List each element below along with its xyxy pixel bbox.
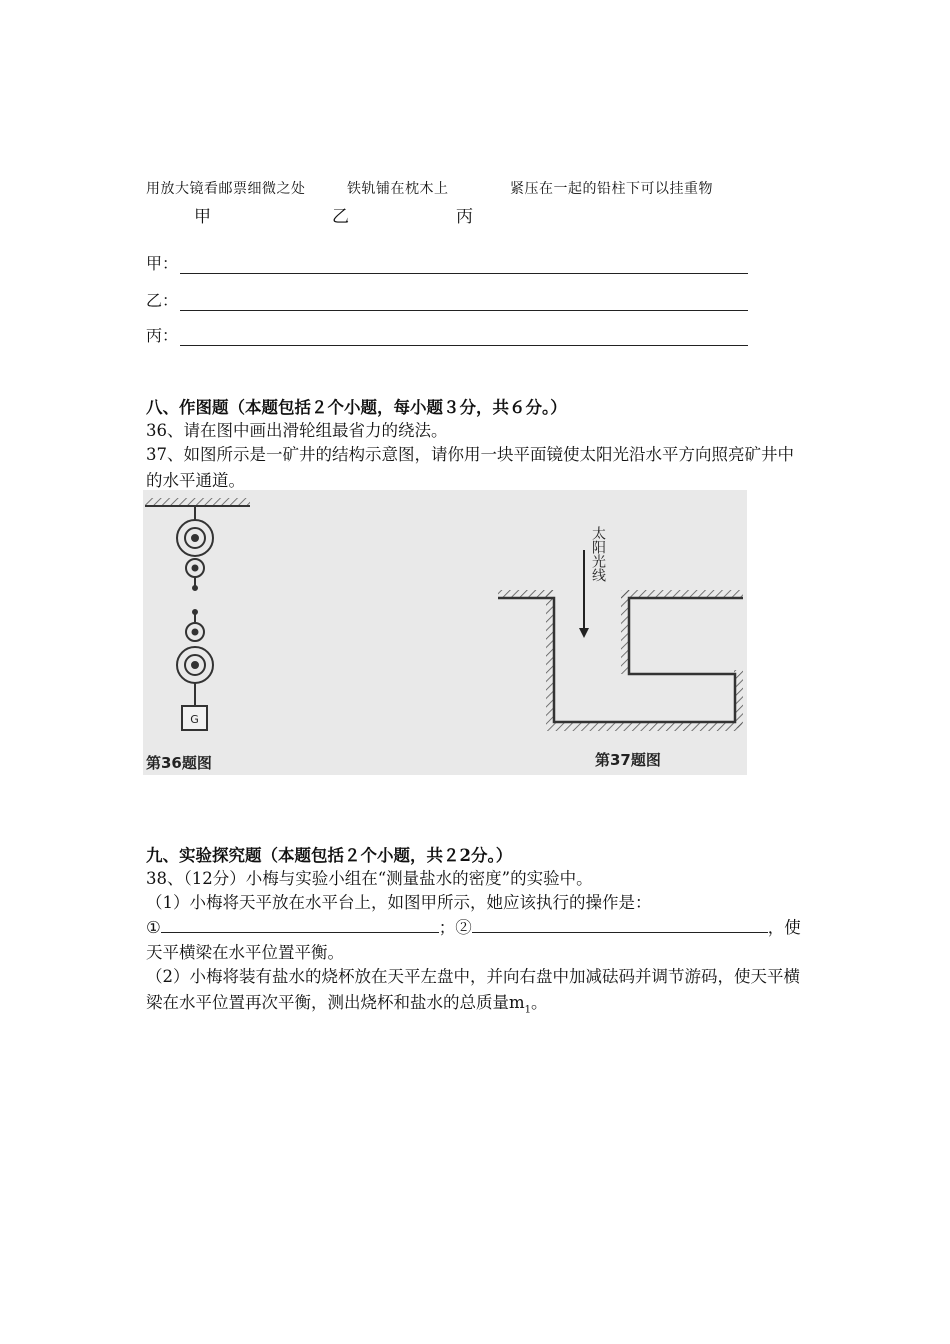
figure-svg	[143, 490, 747, 775]
caption-yi: 铁轨铺在枕木上	[347, 181, 449, 197]
sun-ray-label	[590, 525, 606, 583]
part2-text: （2）小梅将装有盐水的烧杯放在天平左盘中，并向右盘中加减砝码并调节游码，使天平横梁在水平位置再次平衡，测出烧杯和盐水的总质量m	[146, 967, 800, 1012]
answer-row-yi	[146, 289, 748, 311]
answer-row-bing	[146, 324, 748, 346]
caption-jia: 用放大镜看邮票细微之处	[146, 181, 306, 197]
question-38: 38、（12分）小梅与实验小组在“测量盐水的密度”的实验中。	[146, 869, 593, 888]
weight-block	[182, 706, 207, 730]
answer-label: 乙：	[146, 291, 179, 310]
mine-shaft	[498, 590, 743, 731]
answer-label: 丙：	[146, 326, 179, 345]
weight-label: G	[190, 713, 199, 726]
answer-line[interactable]	[180, 296, 748, 311]
answer-label: 甲：	[146, 254, 179, 273]
figure-pulley-and-mine	[143, 490, 747, 775]
caption-bing: 紧压在一起的铅柱下可以挂重物	[510, 181, 713, 197]
blank-2[interactable]	[472, 914, 768, 933]
circle-one: ①	[146, 918, 161, 937]
answer-row-jia	[146, 252, 748, 274]
sun-label: 太阳光线	[590, 526, 606, 582]
tail-text: ，使	[767, 918, 801, 937]
answer-line[interactable]	[180, 259, 748, 274]
question-38-part1: （1）小梅将天平放在水平台上，如图甲所示，她应该执行的操作是：	[146, 893, 652, 912]
question-38-part1b: 天平横梁在水平位置平衡。	[146, 943, 344, 962]
question-37: 37、如图所示是一矿井的结构示意图，请你用一块平面镜使太阳光沿水平方向照亮矿井中的水平通道。	[146, 445, 794, 490]
question-36: 36、请在图中画出滑轮组最省力的绕法。	[146, 421, 448, 440]
sun-ray-arrow	[579, 550, 589, 638]
label-bing: 丙	[456, 207, 473, 227]
figure-37-caption: 第37题图	[595, 751, 661, 769]
blank-1[interactable]	[161, 914, 439, 933]
label-yi: 乙	[332, 207, 349, 227]
part2-end: 。	[531, 993, 548, 1012]
section8-heading: 八、作图题（本题包括２个小题，每小题３分，共６分。）	[146, 398, 567, 417]
ceiling	[145, 498, 250, 506]
separator: ；②	[438, 918, 472, 937]
question-38-blanks	[146, 914, 810, 941]
pulley-block-upper	[177, 506, 213, 590]
answer-line[interactable]	[180, 331, 748, 346]
part2-subscript: 1	[524, 1004, 532, 1016]
section9-heading: 九、实验探究题（本题包括２个小题，共２2分。）	[146, 846, 513, 865]
question-38-part2	[146, 964, 810, 1023]
pulley-block-lower	[177, 610, 213, 706]
label-jia: 甲	[194, 207, 211, 227]
figure-36-caption: 第36题图	[146, 754, 212, 772]
